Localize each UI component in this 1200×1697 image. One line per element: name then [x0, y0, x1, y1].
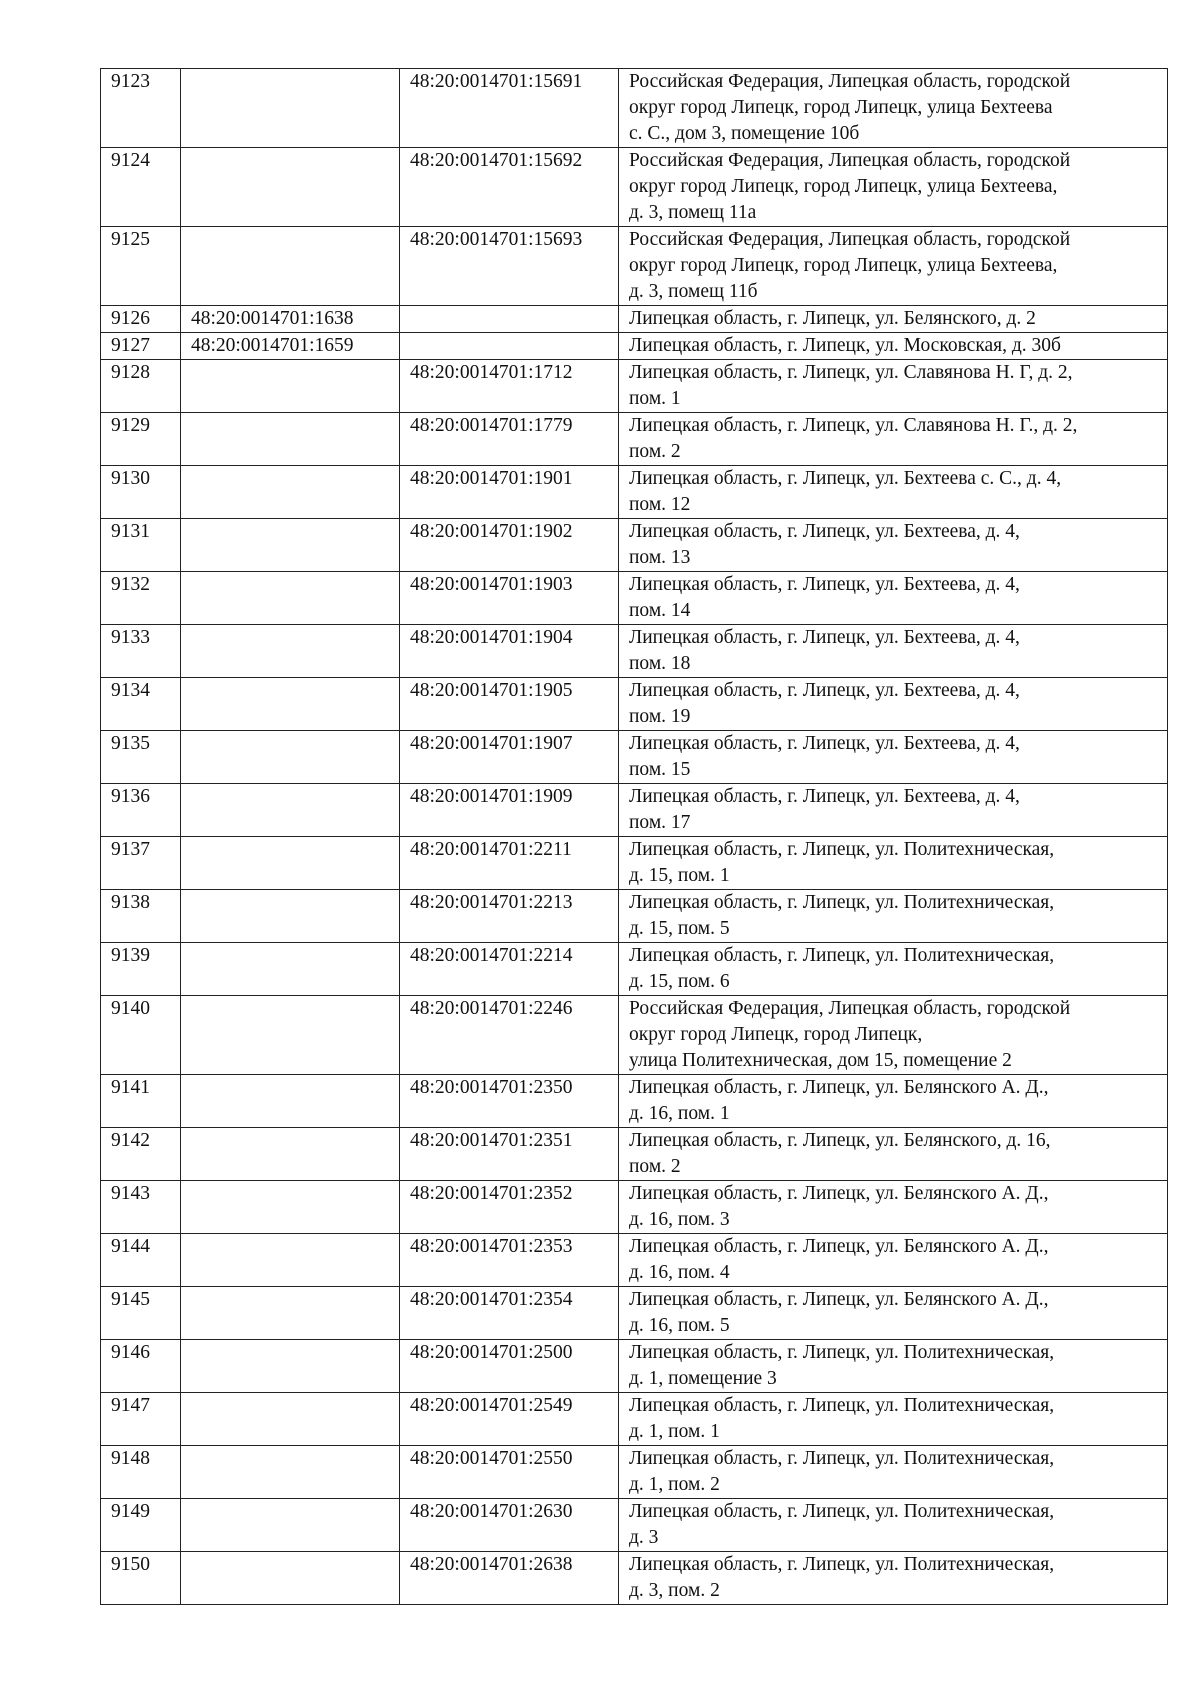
previous-cadastral-number-cell	[181, 69, 400, 148]
row-number-cell: 9143	[101, 1181, 181, 1234]
cadastral-number-cell: 48:20:0014701:2550	[400, 1446, 619, 1499]
table-row	[101, 1234, 1168, 1287]
previous-cadastral-number-cell	[181, 731, 400, 784]
table-row	[101, 1181, 1168, 1234]
table-row	[101, 943, 1168, 996]
previous-cadastral-number-cell	[181, 466, 400, 519]
cadastral-number-cell: 48:20:0014701:1909	[400, 784, 619, 837]
previous-cadastral-number-cell	[181, 1393, 400, 1446]
row-number-cell: 9130	[101, 466, 181, 519]
row-number-cell: 9138	[101, 890, 181, 943]
previous-cadastral-number-cell	[181, 148, 400, 227]
address-cell: Липецкая область, г. Липецк, ул. Бехтеева, д. 4, пом. 17	[619, 784, 1168, 837]
address-cell: Липецкая область, г. Липецк, ул. Белянского, д. 2	[619, 306, 1168, 333]
address-cell: Липецкая область, г. Липецк, ул. Политехническая, д. 15, пом. 5	[619, 890, 1168, 943]
table-row	[101, 413, 1168, 466]
previous-cadastral-number-cell	[181, 1340, 400, 1393]
address-cell: Липецкая область, г. Липецк, ул. Славянова Н. Г, д. 2, пом. 1	[619, 360, 1168, 413]
row-number-cell: 9142	[101, 1128, 181, 1181]
previous-cadastral-number-cell	[181, 1128, 400, 1181]
row-number-cell: 9124	[101, 148, 181, 227]
cadastral-number-cell: 48:20:0014701:1901	[400, 466, 619, 519]
row-number-cell: 9129	[101, 413, 181, 466]
previous-cadastral-number-cell	[181, 1499, 400, 1552]
cadastral-number-cell: 48:20:0014701:2246	[400, 996, 619, 1075]
row-number-cell: 9147	[101, 1393, 181, 1446]
table-row	[101, 1552, 1168, 1605]
cadastral-number-cell: 48:20:0014701:1902	[400, 519, 619, 572]
row-number-cell: 9127	[101, 333, 181, 360]
row-number-cell: 9144	[101, 1234, 181, 1287]
row-number-cell: 9146	[101, 1340, 181, 1393]
address-cell: Липецкая область, г. Липецк, ул. Политехническая, д. 15, пом. 1	[619, 837, 1168, 890]
cadastral-number-cell: 48:20:0014701:1712	[400, 360, 619, 413]
cadastral-number-cell: 48:20:0014701:15693	[400, 227, 619, 306]
cadastral-number-cell: 48:20:0014701:15691	[400, 69, 619, 148]
address-cell: Липецкая область, г. Липецк, ул. Бехтеева с. С., д. 4, пом. 12	[619, 466, 1168, 519]
table-row	[101, 519, 1168, 572]
cadastral-number-cell	[400, 306, 619, 333]
address-cell: Липецкая область, г. Липецк, ул. Белянского, д. 16, пом. 2	[619, 1128, 1168, 1181]
table-row	[101, 837, 1168, 890]
address-cell: Липецкая область, г. Липецк, ул. Политехническая, д. 1, помещение 3	[619, 1340, 1168, 1393]
cadastral-number-cell: 48:20:0014701:1903	[400, 572, 619, 625]
table-row	[101, 1446, 1168, 1499]
previous-cadastral-number-cell	[181, 678, 400, 731]
table-row	[101, 1075, 1168, 1128]
cadastral-number-cell: 48:20:0014701:2350	[400, 1075, 619, 1128]
cadastral-number-cell: 48:20:0014701:2354	[400, 1287, 619, 1340]
address-cell: Липецкая область, г. Липецк, ул. Белянского А. Д., д. 16, пом. 3	[619, 1181, 1168, 1234]
cadastral-number-cell: 48:20:0014701:2213	[400, 890, 619, 943]
address-cell: Российская Федерация, Липецкая область, городской округ город Липецк, город Липецк, улица Политехническая, дом 15, помещение 2	[619, 996, 1168, 1075]
cadastral-number-cell: 48:20:0014701:1904	[400, 625, 619, 678]
row-number-cell: 9131	[101, 519, 181, 572]
address-cell: Липецкая область, г. Липецк, ул. Московская, д. 30б	[619, 333, 1168, 360]
table-row	[101, 1287, 1168, 1340]
table-row	[101, 678, 1168, 731]
table-row	[101, 625, 1168, 678]
previous-cadastral-number-cell	[181, 1075, 400, 1128]
cadastral-number-cell: 48:20:0014701:2630	[400, 1499, 619, 1552]
address-cell: Липецкая область, г. Липецк, ул. Белянского А. Д., д. 16, пом. 5	[619, 1287, 1168, 1340]
table-row	[101, 1499, 1168, 1552]
previous-cadastral-number-cell	[181, 1181, 400, 1234]
previous-cadastral-number-cell	[181, 572, 400, 625]
address-cell: Липецкая область, г. Липецк, ул. Политехническая, д. 1, пом. 1	[619, 1393, 1168, 1446]
address-cell: Липецкая область, г. Липецк, ул. Бехтеева, д. 4, пом. 18	[619, 625, 1168, 678]
cadastral-number-cell: 48:20:0014701:1907	[400, 731, 619, 784]
table-row	[101, 731, 1168, 784]
previous-cadastral-number-cell	[181, 360, 400, 413]
row-number-cell: 9148	[101, 1446, 181, 1499]
row-number-cell: 9139	[101, 943, 181, 996]
cadastral-number-cell: 48:20:0014701:1905	[400, 678, 619, 731]
row-number-cell: 9140	[101, 996, 181, 1075]
previous-cadastral-number-cell	[181, 1234, 400, 1287]
address-cell: Липецкая область, г. Липецк, ул. Белянского А. Д., д. 16, пом. 4	[619, 1234, 1168, 1287]
previous-cadastral-number-cell	[181, 1446, 400, 1499]
table-row	[101, 227, 1168, 306]
previous-cadastral-number-cell	[181, 890, 400, 943]
previous-cadastral-number-cell	[181, 413, 400, 466]
cadastral-number-cell: 48:20:0014701:2352	[400, 1181, 619, 1234]
previous-cadastral-number-cell	[181, 996, 400, 1075]
cadastral-number-cell	[400, 333, 619, 360]
row-number-cell: 9141	[101, 1075, 181, 1128]
cadastral-number-cell: 48:20:0014701:1779	[400, 413, 619, 466]
row-number-cell: 9133	[101, 625, 181, 678]
address-cell: Российская Федерация, Липецкая область, городской округ город Липецк, город Липецк, улица Бехтеева, д. 3, помещ 11б	[619, 227, 1168, 306]
cadastral-number-cell: 48:20:0014701:2500	[400, 1340, 619, 1393]
row-number-cell: 9134	[101, 678, 181, 731]
table-row	[101, 1340, 1168, 1393]
table-row	[101, 333, 1168, 360]
table-row	[101, 69, 1168, 148]
table-row	[101, 148, 1168, 227]
cadastral-number-cell: 48:20:0014701:2351	[400, 1128, 619, 1181]
row-number-cell: 9125	[101, 227, 181, 306]
row-number-cell: 9132	[101, 572, 181, 625]
row-number-cell: 9137	[101, 837, 181, 890]
cadastral-number-cell: 48:20:0014701:2211	[400, 837, 619, 890]
previous-cadastral-number-cell	[181, 227, 400, 306]
address-cell: Липецкая область, г. Липецк, ул. Бехтеева, д. 4, пом. 14	[619, 572, 1168, 625]
row-number-cell: 9135	[101, 731, 181, 784]
table-row	[101, 996, 1168, 1075]
registry-table-body	[101, 69, 1168, 1605]
table-row	[101, 466, 1168, 519]
address-cell: Липецкая область, г. Липецк, ул. Политехническая, д. 1, пом. 2	[619, 1446, 1168, 1499]
property-registry-table	[100, 68, 1168, 1605]
row-number-cell: 9126	[101, 306, 181, 333]
table-row	[101, 360, 1168, 413]
table-row	[101, 572, 1168, 625]
previous-cadastral-number-cell	[181, 519, 400, 572]
previous-cadastral-number-cell	[181, 784, 400, 837]
previous-cadastral-number-cell	[181, 1552, 400, 1605]
cadastral-number-cell: 48:20:0014701:2214	[400, 943, 619, 996]
table-row	[101, 1393, 1168, 1446]
address-cell: Липецкая область, г. Липецк, ул. Бехтеева, д. 4, пом. 15	[619, 731, 1168, 784]
row-number-cell: 9145	[101, 1287, 181, 1340]
table-row	[101, 306, 1168, 333]
address-cell: Российская Федерация, Липецкая область, городской округ город Липецк, город Липецк, улица Бехтеева с. С., дом 3, помещение 10б	[619, 69, 1168, 148]
row-number-cell: 9149	[101, 1499, 181, 1552]
address-cell: Липецкая область, г. Липецк, ул. Бехтеева, д. 4, пом. 19	[619, 678, 1168, 731]
previous-cadastral-number-cell: 48:20:0014701:1638	[181, 306, 400, 333]
address-cell: Липецкая область, г. Липецк, ул. Политехническая, д. 3	[619, 1499, 1168, 1552]
cadastral-number-cell: 48:20:0014701:2549	[400, 1393, 619, 1446]
cadastral-number-cell: 48:20:0014701:2353	[400, 1234, 619, 1287]
table-row	[101, 890, 1168, 943]
previous-cadastral-number-cell	[181, 943, 400, 996]
previous-cadastral-number-cell: 48:20:0014701:1659	[181, 333, 400, 360]
address-cell: Липецкая область, г. Липецк, ул. Политехническая, д. 3, пом. 2	[619, 1552, 1168, 1605]
table-row	[101, 784, 1168, 837]
row-number-cell: 9128	[101, 360, 181, 413]
previous-cadastral-number-cell	[181, 1287, 400, 1340]
cadastral-number-cell: 48:20:0014701:2638	[400, 1552, 619, 1605]
address-cell: Липецкая область, г. Липецк, ул. Белянского А. Д., д. 16, пом. 1	[619, 1075, 1168, 1128]
previous-cadastral-number-cell	[181, 837, 400, 890]
address-cell: Липецкая область, г. Липецк, ул. Славянова Н. Г., д. 2, пом. 2	[619, 413, 1168, 466]
table-row	[101, 1128, 1168, 1181]
previous-cadastral-number-cell	[181, 625, 400, 678]
row-number-cell: 9150	[101, 1552, 181, 1605]
cadastral-number-cell: 48:20:0014701:15692	[400, 148, 619, 227]
row-number-cell: 9136	[101, 784, 181, 837]
address-cell: Российская Федерация, Липецкая область, городской округ город Липецк, город Липецк, улица Бехтеева, д. 3, помещ 11а	[619, 148, 1168, 227]
address-cell: Липецкая область, г. Липецк, ул. Бехтеева, д. 4, пом. 13	[619, 519, 1168, 572]
row-number-cell: 9123	[101, 69, 181, 148]
address-cell: Липецкая область, г. Липецк, ул. Политехническая, д. 15, пом. 6	[619, 943, 1168, 996]
